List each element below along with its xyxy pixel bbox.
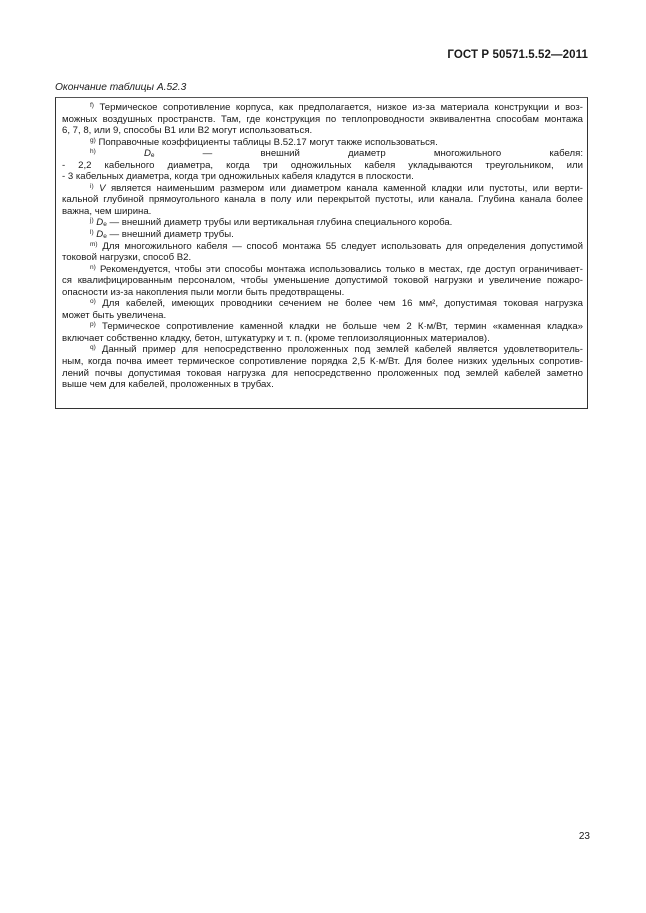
note-marker: m) bbox=[90, 240, 98, 248]
note-f-line bbox=[62, 102, 583, 114]
table-notes bbox=[55, 97, 588, 409]
note-marker: h) bbox=[90, 148, 96, 156]
note-f-line bbox=[62, 125, 583, 137]
note-o-line bbox=[62, 310, 583, 322]
note-variable: D bbox=[143, 148, 151, 160]
note-text: ся квалифицированным персоналом, чтобы уменьшение допустимой токовой нагрузки и увеличение пожаро- bbox=[62, 275, 583, 287]
note-text: — внешний диаметр трубы. bbox=[106, 229, 234, 241]
note-marker: o) bbox=[90, 298, 96, 306]
note-text: Для кабелей, имеющих проводники сечением не более чем 16 мм², допустимая токовая нагрузка bbox=[95, 298, 583, 310]
note-h-line bbox=[62, 160, 583, 172]
table-caption: Окончание таблицы А.52.3 bbox=[55, 82, 187, 93]
note-marker: i) bbox=[90, 182, 94, 190]
note-variable: D bbox=[96, 229, 104, 241]
note-text: важна, чем ширина. bbox=[62, 205, 152, 217]
note-q-line bbox=[62, 368, 583, 380]
note-subscript: e bbox=[103, 233, 107, 241]
note-marker: g) bbox=[90, 136, 96, 144]
note-subscript: e bbox=[150, 152, 155, 160]
note-text: Для многожильного кабеля — способ монтажа 55 следует использовать для определения допустимой bbox=[97, 240, 583, 252]
note-n-line bbox=[62, 275, 583, 287]
note-q-line bbox=[62, 356, 583, 368]
note-text: может быть увеличена. bbox=[62, 309, 167, 321]
note-text: является наименьшим размером или диаметром канала каменной кладки или пустоты, или верти- bbox=[105, 182, 583, 194]
note-text: - 2,2 кабельного диаметра, когда три одножильных кабеля укладываются треугольником, или bbox=[62, 159, 583, 171]
note-text: токовой нагрузки, способ В2. bbox=[62, 252, 192, 264]
page-number: 23 bbox=[578, 831, 590, 842]
note-h-line bbox=[62, 148, 583, 160]
note-text: кальной глубиной прямоугольного канала в полу или перекрытой пустоты, или канала. Глубина канала более bbox=[62, 194, 583, 206]
note-h-line bbox=[62, 171, 583, 183]
note-subscript: e bbox=[103, 221, 107, 229]
note-marker: l) bbox=[90, 229, 94, 237]
note-j-line bbox=[62, 217, 583, 229]
note-text: Термическое сопротивление каменной кладки не больше чем 2 К·м/Вт, термин «каменная кладка» bbox=[95, 321, 583, 333]
note-text: — внешний диаметр многожильного кабеля: bbox=[154, 148, 583, 160]
note-text: ным, когда почва имеет термическое сопротивление порядка 2,5 К·м/Вт. Для более низких удельных сопротив- bbox=[62, 356, 583, 368]
note-text: можных воздушных пространств. Там, где конструкция по теплопроводности эквивалентна способам монтажа bbox=[62, 113, 583, 125]
note-text: — внешний диаметр трубы или вертикальная глубина специального короба. bbox=[106, 217, 453, 229]
note-o-line bbox=[62, 298, 583, 310]
note-text: выше чем для кабелей, проложенных в трубах. bbox=[62, 379, 274, 391]
note-p-line bbox=[62, 333, 583, 345]
note-text: опасности из-за накопления пыли могли быть предотвращены. bbox=[62, 286, 345, 298]
note-n-line bbox=[62, 287, 583, 299]
note-variable: D bbox=[96, 217, 104, 229]
note-g-line bbox=[62, 137, 583, 149]
note-text: Данный пример для непосредственно проложенных под землей кабелей является удовлетворитель- bbox=[95, 344, 583, 356]
note-text: 6, 7, 8, или 9, способы В1 или В2 могут использоваться. bbox=[62, 125, 313, 137]
note-marker: f) bbox=[90, 102, 94, 109]
note-f-line bbox=[62, 114, 583, 126]
note-m-line bbox=[62, 241, 583, 253]
note-q-line bbox=[62, 379, 583, 391]
note-p-line bbox=[62, 321, 583, 333]
note-text: - 3 кабельных диаметра, когда три одножильных кабеля кладутся в плоскости. bbox=[62, 171, 414, 183]
note-l-line bbox=[62, 229, 583, 241]
note-i-line bbox=[62, 206, 583, 218]
note-text: включает собственно кладку, бетон, штукатурку и т. п. (кроме теплоизоляционных материалов). bbox=[62, 332, 490, 344]
note-marker: j) bbox=[90, 217, 94, 225]
note-i-line bbox=[62, 183, 583, 195]
note-m-line bbox=[62, 252, 583, 264]
note-variable: V bbox=[99, 182, 106, 194]
note-q-line bbox=[62, 344, 583, 356]
note-marker: p) bbox=[90, 321, 96, 329]
document-standard-id: ГОСТ Р 50571.5.52—2011 bbox=[447, 49, 588, 61]
note-text: лений почвы допустимая токовая нагрузка для непосредственно проложенных под землей кабелей заметно bbox=[62, 367, 583, 379]
note-n-line bbox=[62, 264, 583, 276]
note-text: Поправочные коэффициенты таблицы В.52.17 могут также использоваться. bbox=[95, 136, 438, 148]
note-text: Рекомендуется, чтобы эти способы монтажа использовались только в местах, где доступ ограничивает- bbox=[95, 263, 583, 275]
note-text: Термическое сопротивление корпуса, как предполагается, низкое из-за материала конструкции и воз- bbox=[93, 102, 583, 113]
note-i-line bbox=[62, 194, 583, 206]
note-marker: n) bbox=[90, 263, 96, 271]
note-marker: q) bbox=[90, 344, 96, 352]
